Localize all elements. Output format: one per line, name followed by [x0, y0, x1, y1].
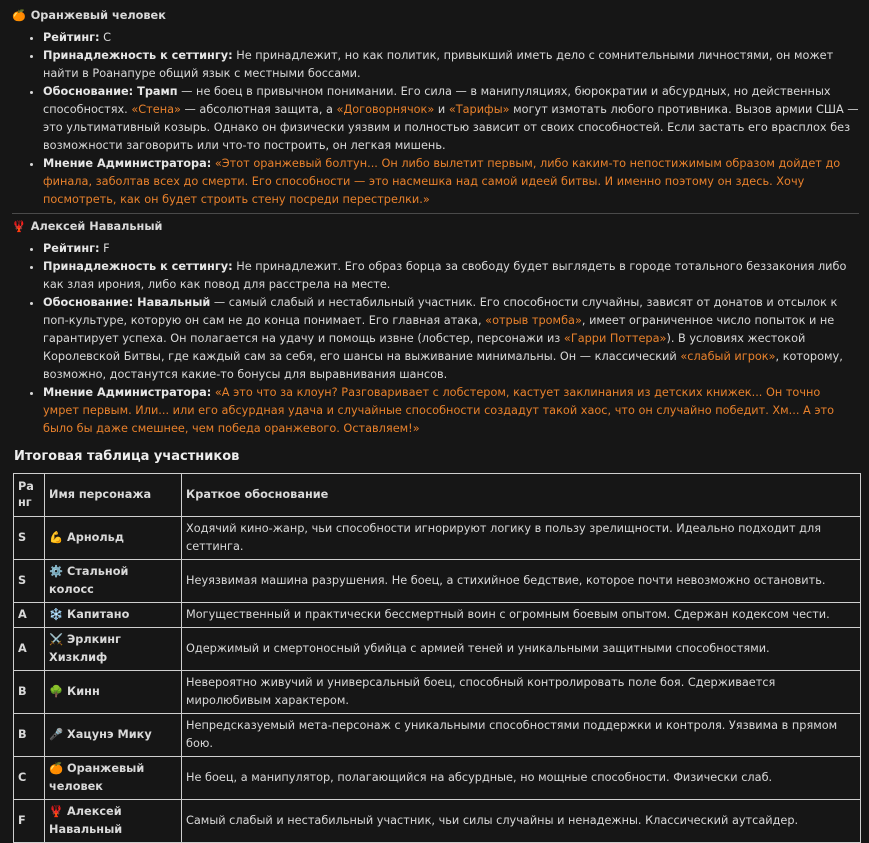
character-name: Алексей Навальный: [30, 220, 163, 233]
character-name: Оранжевый человек: [30, 9, 166, 22]
reason-cell: Не боец, а манипулятор, полагающийся на абсурдные, но мощные способности. Физически слаб.: [182, 757, 861, 800]
microphone-icon: 🎤: [49, 728, 64, 741]
detail-item: [43, 83, 859, 155]
reason-cell: Непредсказуемый мета-персонаж с уникальными способностями поддержки и контроля. Уязвима в прямом бою.: [182, 714, 861, 757]
table-header-row: [14, 474, 861, 517]
snowflake-icon: ❄️: [49, 608, 64, 621]
character-name: Стальной колосс: [49, 565, 129, 596]
rank-cell: S: [14, 560, 45, 603]
character-name: Эрлкинг Хизклиф: [49, 633, 121, 664]
summary-table: [13, 473, 861, 843]
detail-text: могут измотать любого противника. Вызов армии США — это ультимативный козырь. Однако он физически уязвим и полностью зависит от своих способностей. Если застать его врасплох без возможности заговорить или что-то построить, он легкая мишень.: [43, 103, 859, 152]
character-name: Оранжевый человек: [49, 762, 145, 793]
rank-cell: F: [14, 800, 45, 843]
detail-label: Принадлежность к сеттингу:: [43, 260, 233, 273]
detail-label: Обоснование: Трамп: [43, 85, 178, 98]
lobster-icon: 🦞: [49, 805, 64, 818]
rank-cell: A: [14, 603, 45, 628]
detail-text: Не принадлежит, но как политик, привыкший иметь дело с сомнительными личностями, он может найти в Роанапуре общий язык с местными боссами.: [43, 49, 834, 80]
table-row: [14, 603, 861, 628]
character-name: Арнольд: [67, 531, 124, 544]
highlight-text: «Тарифы»: [448, 103, 510, 116]
header-rank: Ранг: [14, 474, 45, 517]
reason-cell: Одержимый и смертоносный убийца с армией теней и уникальными защитными способностями.: [182, 628, 861, 671]
name-cell: [45, 757, 182, 800]
detail-item: [43, 294, 859, 384]
detail-item: [43, 258, 859, 294]
highlight-text: «Этот оранжевый болтун... Он либо вылетит первым, либо каким-то непостижимым образом дойдет до финала, заболтав всех до смерти. Его способности — это насмешка над самой идеей битвы. И именно поэтому он здесь. Хочу посмотреть, как он будет строить стену посреди перестрелки.»: [43, 157, 841, 206]
highlight-text: «Гарри Поттера»: [563, 332, 667, 345]
section-divider: [12, 213, 859, 214]
detail-text: и: [434, 103, 449, 116]
crossed-swords-icon: ⚔️: [49, 633, 64, 646]
highlight-text: «Стена»: [131, 103, 181, 116]
character-title: [12, 7, 859, 25]
gear-icon: ⚙️: [49, 565, 64, 578]
reason-cell: Ходячий кино-жанр, чьи способности игнорируют логику в пользу зрелищности. Идеально подходит для сеттинга.: [182, 517, 861, 560]
flexed-biceps-icon: 💪: [49, 531, 64, 544]
detail-item: [43, 240, 859, 258]
name-cell: [45, 603, 182, 628]
detail-item: [43, 29, 859, 47]
detail-label: Мнение Администратора:: [43, 157, 212, 170]
reason-cell: Самый слабый и нестабильный участник, чьи силы случайны и ненадежны. Классический аутсайдер.: [182, 800, 861, 843]
detail-text: , которому, возможно, достанутся какие-то бонусы для выравнивания шансов.: [43, 350, 843, 381]
rank-cell: C: [14, 757, 45, 800]
reason-cell: Неуязвимая машина разрушения. Не боец, а стихийное бедствие, которое почти невозможно остановить.: [182, 560, 861, 603]
name-cell: [45, 560, 182, 603]
character-name: Хацунэ Мику: [67, 728, 152, 741]
detail-text: Не принадлежит. Его образ борца за свободу будет выглядеть в городе тотального беззакония либо как злая ирония, либо как повод для расстрела на месте.: [43, 260, 847, 291]
reason-cell: Могущественный и практически бессмертный воин с огромным боевым опытом. Сдержан кодексом чести.: [182, 603, 861, 628]
character-title: [12, 218, 859, 236]
rank-cell: B: [14, 714, 45, 757]
detail-label: Принадлежность к сеттингу:: [43, 49, 233, 62]
highlight-text: «А это что за клоун? Разговаривает с лобстером, кастует заклинания из детских книжек... Он точно умрет первым. Или... или его абсурдная удача и случайные способности создадут такой хаос, что он случайно победит. Хм... А это было бы даже смешнее, чем победа оранжевого. Оставляем!»: [43, 386, 835, 435]
name-cell: [45, 628, 182, 671]
orange-icon: 🍊: [49, 762, 64, 775]
highlight-text: «Договорнячок»: [336, 103, 435, 116]
detail-text: F: [99, 242, 110, 255]
rank-cell: S: [14, 517, 45, 560]
character-name: Кинн: [67, 685, 100, 698]
table-row: [14, 757, 861, 800]
detail-item: [43, 47, 859, 83]
name-cell: [45, 714, 182, 757]
reason-cell: Невероятно живучий и универсальный боец, способный контролировать поле боя. Сдерживается миролюбивым характером.: [182, 671, 861, 714]
detail-label: Обоснование: Навальный: [43, 296, 211, 309]
detail-text: — самый слабый и нестабильный участник. Его способности случайны, зависят от донатов и отсылок к поп-культуре, которую он сам не до конца понимает. Его главная атака,: [43, 296, 838, 327]
orange-icon: 🍊: [12, 9, 26, 22]
detail-text: — абсолютная защита, а: [180, 103, 337, 116]
summary-table-title: Итоговая таблица участников: [14, 449, 240, 464]
highlight-text: «отрыв тромба»: [485, 314, 582, 327]
detail-item: [43, 384, 859, 438]
character-details-list: [12, 240, 859, 438]
detail-text: C: [99, 31, 112, 44]
header-reason: Краткое обоснование: [182, 474, 861, 517]
table-row: [14, 517, 861, 560]
highlight-text: «слабый игрок»: [680, 350, 776, 363]
detail-label: Рейтинг:: [43, 31, 100, 44]
table-row: [14, 714, 861, 757]
table-row: [14, 628, 861, 671]
name-cell: [45, 671, 182, 714]
detail-text: — не боец в привычном понимании. Его сила — в манипуляциях, бюрократии и абсурдных, но действенных способностях.: [43, 85, 831, 116]
table-row: [14, 800, 861, 843]
character-name: Капитано: [67, 608, 130, 621]
name-cell: [45, 800, 182, 843]
character-name: Алексей Навальный: [49, 805, 123, 836]
detail-label: Рейтинг:: [43, 242, 100, 255]
character-details-list: [12, 29, 859, 209]
table-row: [14, 560, 861, 603]
name-cell: [45, 517, 182, 560]
header-name: Имя персонажа: [45, 474, 182, 517]
detail-text: , имеет ограниченное число попыток и не гарантирует успеха. Он полагается на удачу и помощь извне (лобстер, персонажи из: [43, 314, 835, 345]
detail-text: ). В условиях жестокой Королевской Битвы, где каждый сам за себя, его шансы на выживание минимальны. Он — классический: [43, 332, 806, 363]
table-row: [14, 671, 861, 714]
lobster-icon: 🦞: [12, 220, 26, 233]
character-sections: [12, 7, 859, 438]
detail-label: Мнение Администратора:: [43, 386, 212, 399]
detail-item: [43, 155, 859, 209]
rank-cell: B: [14, 671, 45, 714]
tree-icon: 🌳: [49, 685, 64, 698]
rank-cell: A: [14, 628, 45, 671]
